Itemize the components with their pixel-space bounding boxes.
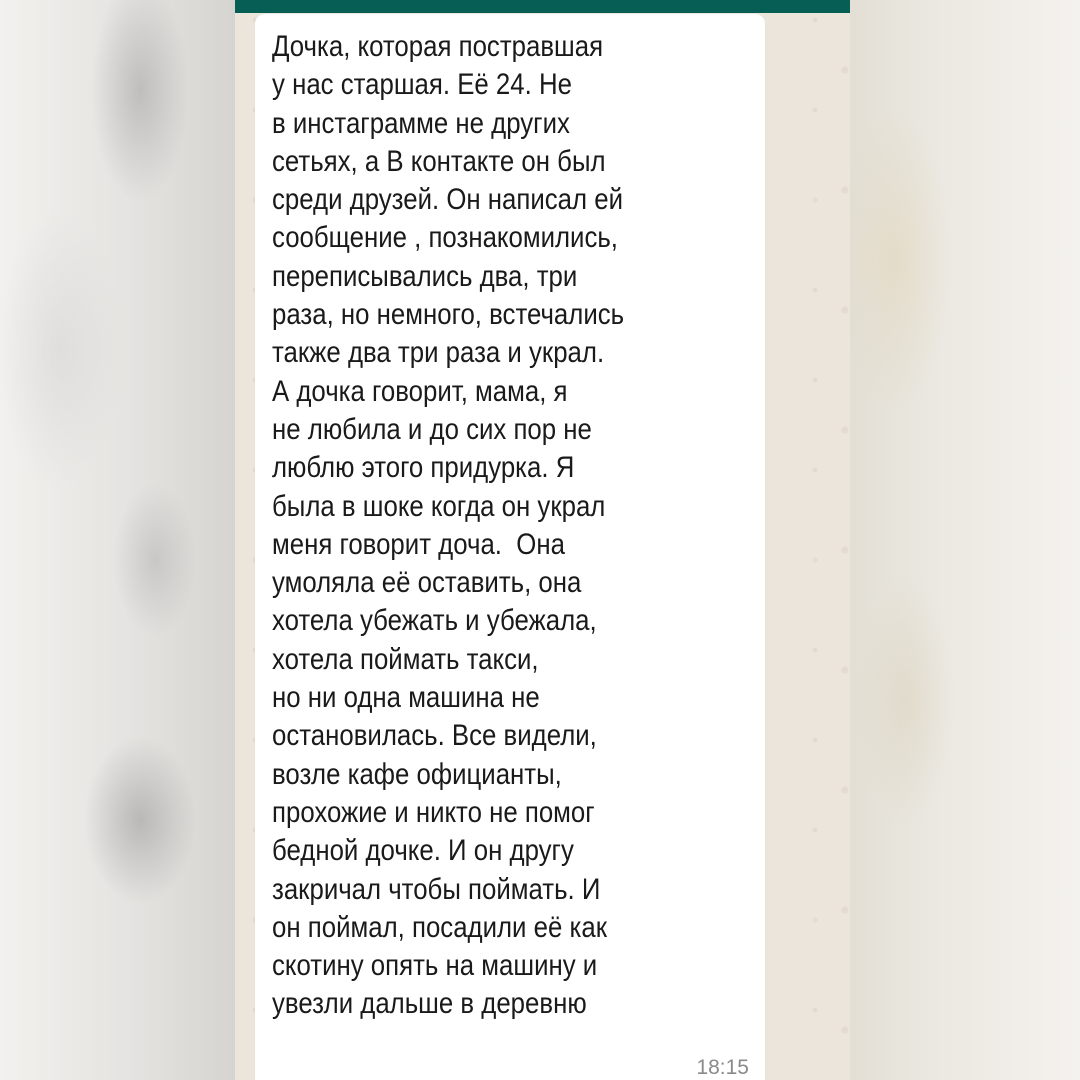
blurred-background-right [835,0,1080,1080]
message-text: Дочка, которая пострaвшая у нас старшая. Её 24. Не в инстаграмме не других сетьях, а В контакте он был среди друзей. Он написал ей сообщение , познакомились, переписывались два, три раза, но немного, встечались также два три раза и украл. А дочка говорит, мама, я не любила и до сих пор не люблю этого придурка. Я была в шоке когда он украл меня говорит доча. Она умоляла её оставить, она хотела убежать и убежала, хотела поймать такси, но ни одна машина не остановилась. Все видели, возле кафе официанты, прохожие и никто не помог бедной дочке. И он другу закричал чтобы поймать. И он поймал, посадили её как скотину опять на машину и увезли дальше в деревню [272,30,625,1021]
blurred-background-left [0,0,235,1080]
message-timestamp: 18:15 [696,1056,749,1079]
chat-header-bar [235,0,850,13]
chat-area[interactable] [235,0,850,1080]
message-bubble[interactable] [255,14,765,1080]
